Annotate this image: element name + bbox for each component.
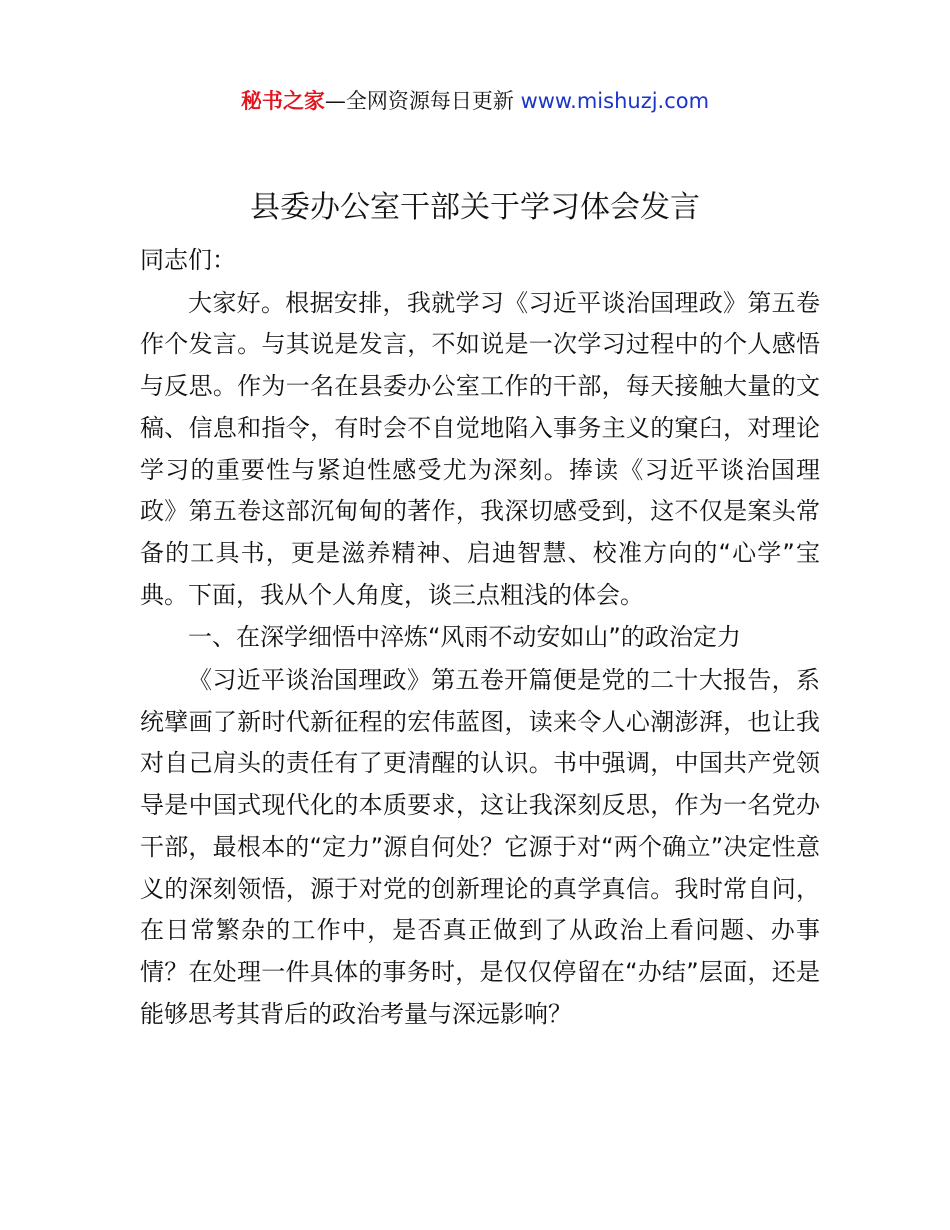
site-url-link[interactable]: www.mishuzj.com (520, 89, 710, 113)
salutation: 同志们： (140, 246, 236, 274)
paragraph-section-1: 《习近平谈治国理政》第五卷开篇便是党的二十大报告，系统擘画了新时代新征程的宏伟蓝图，读来令人心潮澎湃，也让我对自己肩头的责任有了更清醒的认识。书中强调，中国共产党领导是中国式现代化的本质要求，这让我深刻反思，作为一名党办干部，最根本的“定力”源自何处？它源于对“两个确立”决定性意义的深刻领悟，源于对党的创新理论的真学真信。我时常自问，在日常繁杂的工作中，是否真正做到了从政治上看问题、办事情？在处理一件具体的事务时，是仅仅停留在“办结”层面，还是能够思考其背后的政治考量与深远影响？ (140, 666, 820, 1028)
site-brand: 秘书之家 (240, 89, 325, 113)
site-header (0, 84, 950, 118)
document-body (140, 240, 820, 1035)
section-heading-1: 一、在深学细悟中淬炼“风雨不动安如山”的政治定力 (188, 623, 741, 652)
paragraph-intro: 大家好。根据安排，我就学习《习近平谈治国理政》第五卷作个发言。与其说是发言，不如说是一次学习过程中的个人感悟与反思。作为一名在县委办公室工作的干部，每天接触大量的文稿、信息和指令，有时会不自觉地陷入事务主义的窠臼，对理论学习的重要性与紧迫性感受尤为深刻。捧读《习近平谈治国理政》第五卷这部沉甸甸的著作，我深切感受到，这不仅是案头常备的工具书，更是滋养精神、启迪智慧、校准方向的“心学”宝典。下面，我从个人角度，谈三点粗浅的体会。 (140, 288, 820, 609)
document-title: 县委办公室干部关于学习体会发言 (250, 190, 700, 225)
site-slogan: —全网资源每日更新 (324, 89, 521, 113)
